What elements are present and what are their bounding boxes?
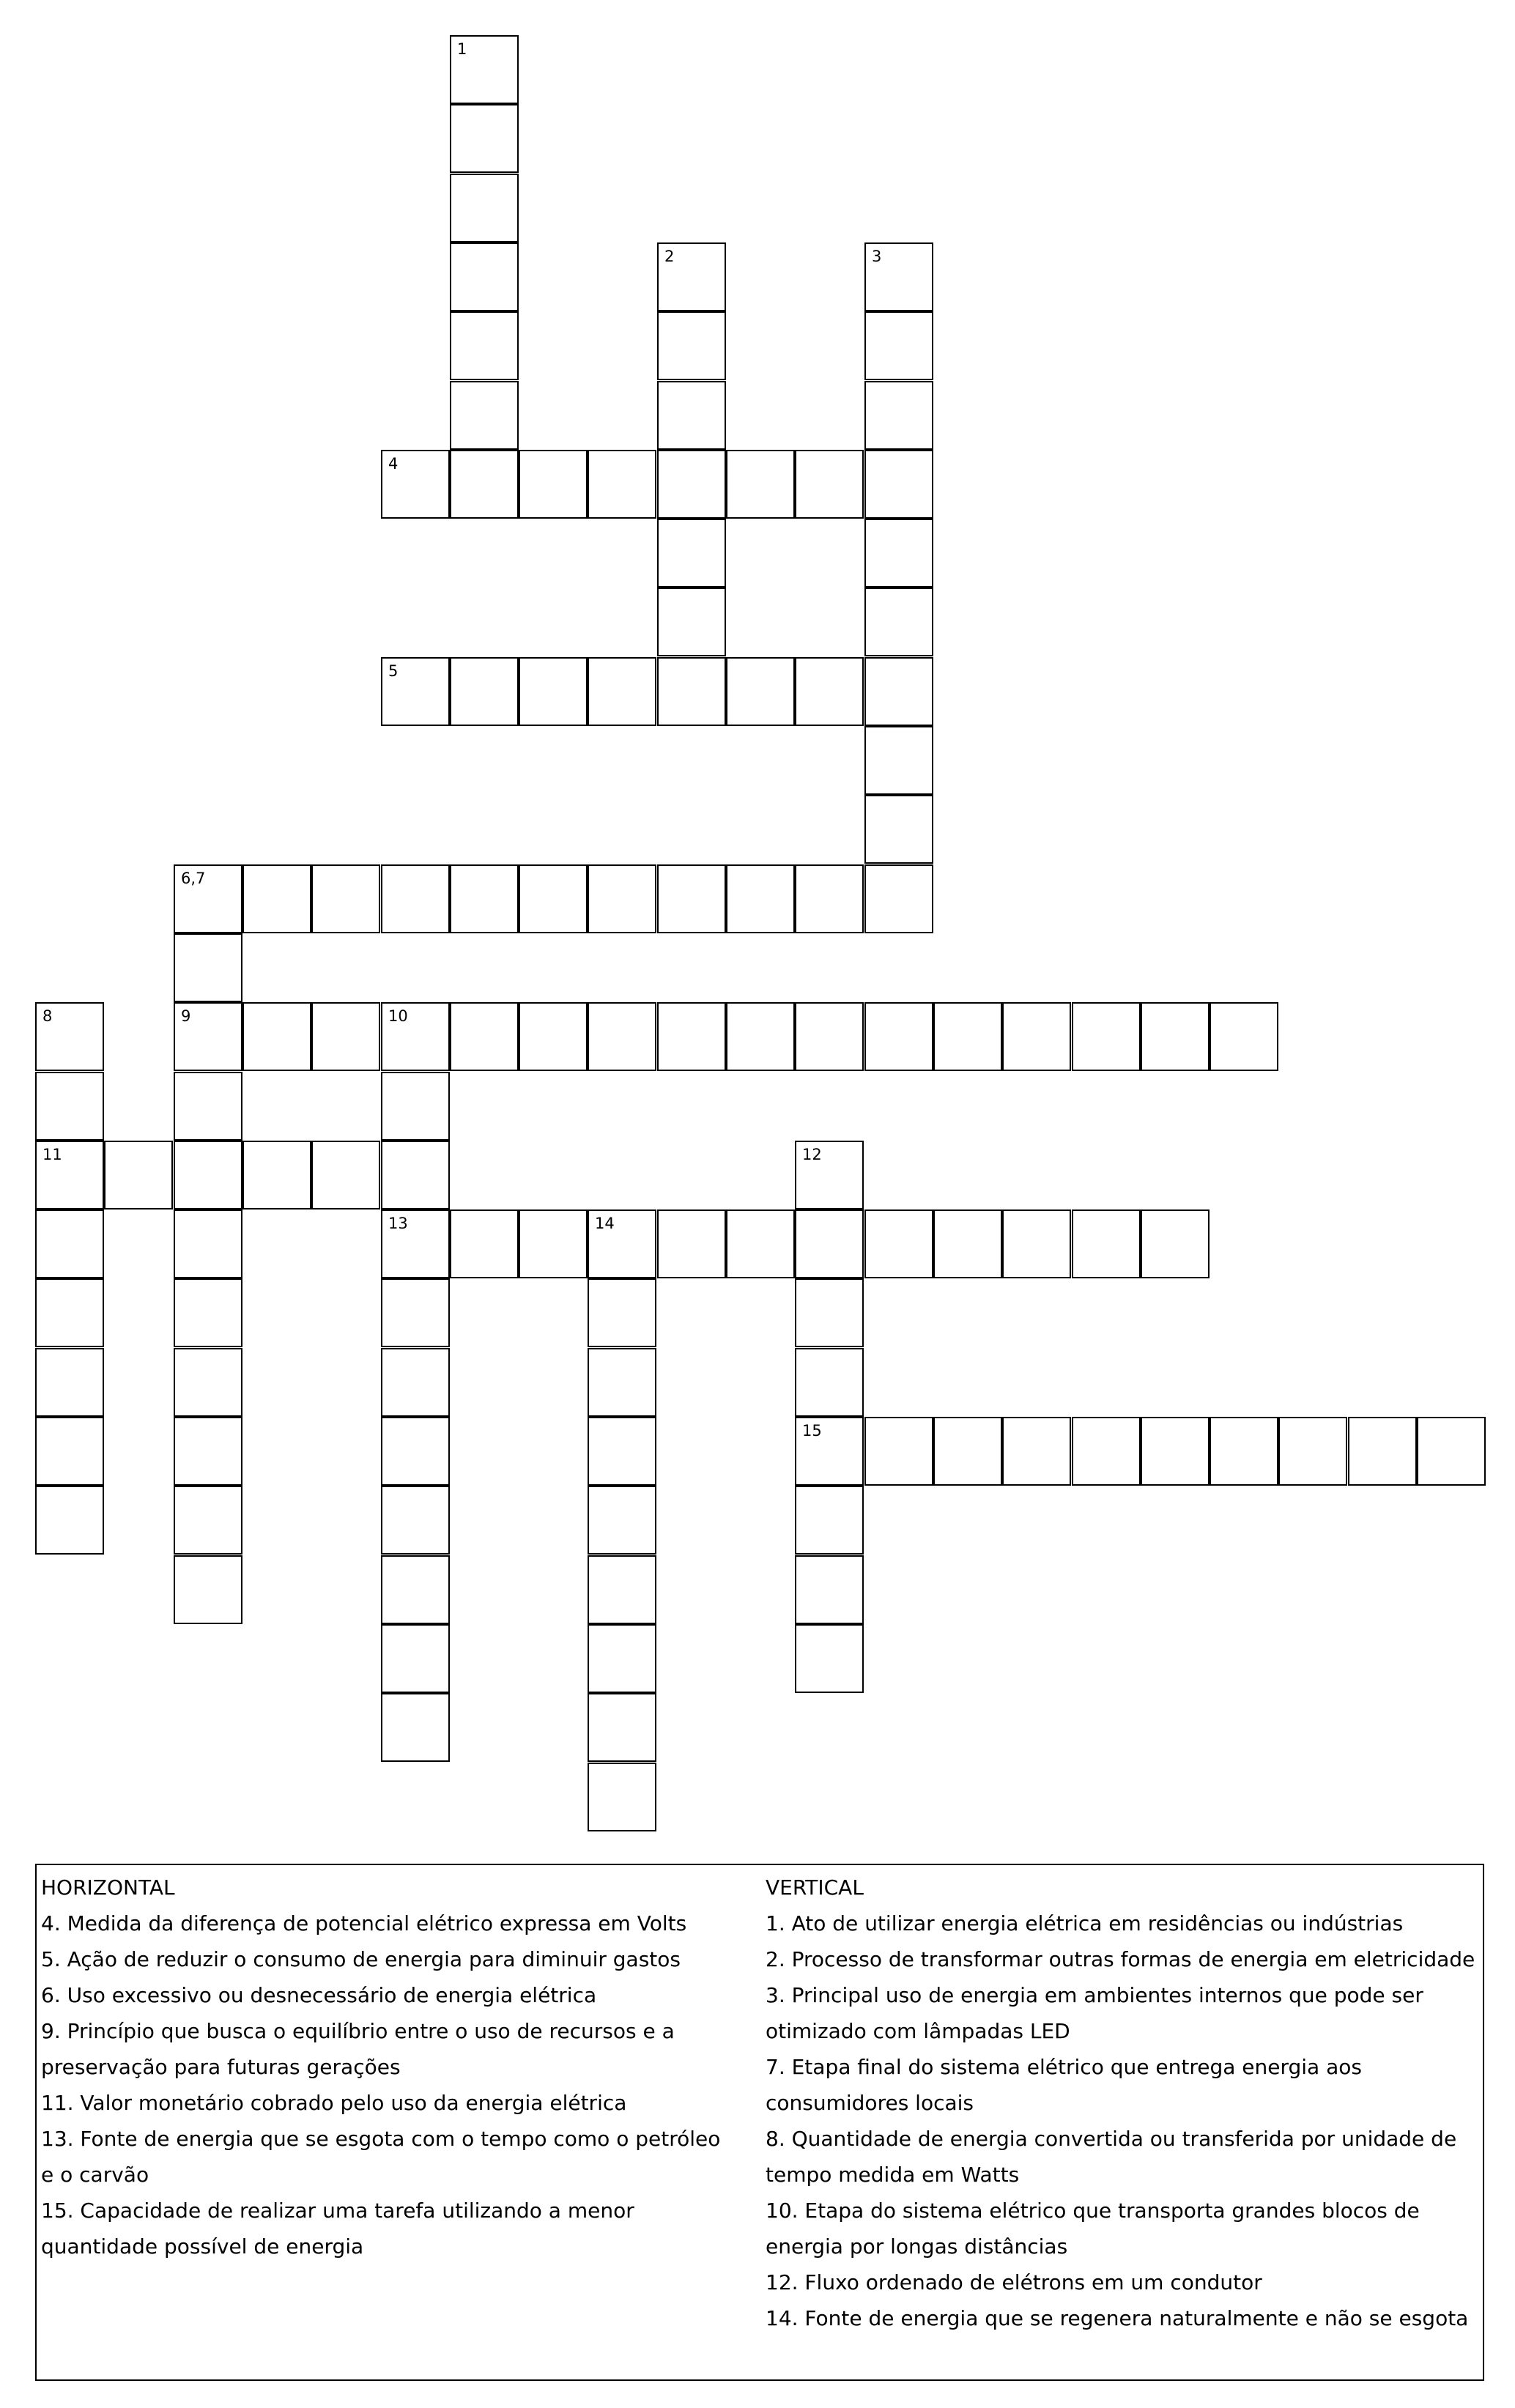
clue-number: 11	[42, 1146, 62, 1163]
clue-h-5: 5. Ação de reduzir o consumo de energia para diminuir gastos	[41, 1947, 681, 1971]
grid-cell[interactable]	[174, 933, 242, 1002]
grid-cell[interactable]	[864, 588, 933, 656]
clues-box	[35, 1864, 1484, 2381]
grid-cell[interactable]	[588, 1693, 656, 1762]
grid-cell[interactable]	[795, 864, 864, 933]
grid-cell[interactable]	[1072, 1002, 1141, 1071]
grid-cell[interactable]	[864, 381, 933, 450]
grid-cell[interactable]	[35, 1348, 104, 1417]
grid-cell[interactable]	[450, 381, 519, 450]
grid-cell[interactable]	[519, 1002, 588, 1071]
grid-cell[interactable]	[588, 1763, 656, 1831]
grid-cell[interactable]	[588, 1486, 656, 1555]
grid-cell[interactable]	[864, 726, 933, 795]
grid-cell[interactable]	[1002, 1209, 1071, 1278]
grid-cell[interactable]	[381, 1555, 450, 1624]
grid-cell[interactable]	[933, 1417, 1002, 1486]
clue-number: 6,7	[181, 870, 206, 887]
grid-cell[interactable]	[104, 1141, 173, 1209]
grid-cell[interactable]	[588, 1002, 656, 1071]
grid-cell[interactable]	[657, 311, 726, 380]
grid-cell[interactable]	[381, 657, 450, 726]
grid-cell[interactable]	[795, 1002, 864, 1071]
grid-cell[interactable]	[933, 1209, 1002, 1278]
grid-cell[interactable]	[588, 1417, 656, 1486]
grid-cell[interactable]	[864, 795, 933, 864]
grid-cell[interactable]	[657, 1002, 726, 1071]
grid-cell[interactable]	[381, 1002, 450, 1071]
grid-cell[interactable]	[311, 864, 380, 933]
grid-cell[interactable]	[450, 311, 519, 380]
grid-cell[interactable]	[381, 1693, 450, 1762]
grid-cell[interactable]	[519, 657, 588, 726]
grid-cell[interactable]	[450, 242, 519, 311]
grid-cell[interactable]	[795, 1278, 864, 1347]
grid-cell[interactable]	[450, 174, 519, 242]
clue-v-10: 10. Etapa do sistema elétrico que transporta grandes blocos de energia por longas distâncias	[766, 2198, 1420, 2259]
grid-cell[interactable]	[1141, 1417, 1210, 1486]
grid-cell[interactable]	[864, 311, 933, 380]
grid-cell[interactable]	[657, 657, 726, 726]
clue-number: 12	[802, 1146, 822, 1163]
grid-cell[interactable]	[1072, 1209, 1141, 1278]
vertical-clues	[766, 1870, 1476, 2336]
grid-cell[interactable]	[242, 1141, 311, 1209]
grid-cell[interactable]	[1348, 1417, 1417, 1486]
grid-cell[interactable]	[795, 1555, 864, 1624]
grid-cell[interactable]	[1278, 1417, 1347, 1486]
grid-cell[interactable]	[864, 1002, 933, 1071]
grid-cell[interactable]	[588, 1209, 656, 1278]
grid-cell[interactable]	[588, 657, 656, 726]
grid-cell[interactable]	[1141, 1209, 1210, 1278]
clue-h-13: 13. Fonte de energia que se esgota com o tempo como o petróleo e o carvão	[41, 2127, 721, 2187]
grid-cell[interactable]	[864, 450, 933, 519]
grid-cell[interactable]	[1002, 1002, 1071, 1071]
grid-cell[interactable]	[450, 104, 519, 173]
grid-cell[interactable]	[35, 1141, 104, 1209]
grid-cell[interactable]	[174, 1209, 242, 1278]
grid-cell[interactable]	[588, 1278, 656, 1347]
grid-cell[interactable]	[657, 242, 726, 311]
grid-cell[interactable]	[1002, 1417, 1071, 1486]
vertical-heading: VERTICAL	[766, 1875, 864, 1900]
clue-v-12: 12. Fluxo ordenado de elétrons em um condutor	[766, 2270, 1262, 2294]
grid-cell[interactable]	[450, 450, 519, 519]
grid-cell[interactable]	[657, 519, 726, 588]
grid-cell[interactable]	[795, 1417, 864, 1486]
grid-cell[interactable]	[726, 864, 795, 933]
grid-cell[interactable]	[1417, 1417, 1486, 1486]
clue-number: 14	[595, 1215, 615, 1232]
grid-cell[interactable]	[588, 864, 656, 933]
grid-cell[interactable]	[174, 1555, 242, 1624]
grid-cell[interactable]	[174, 1278, 242, 1347]
grid-cell[interactable]	[174, 1486, 242, 1555]
clue-v-14: 14. Fonte de energia que se regenera naturalmente e não se esgota	[766, 2306, 1469, 2330]
clue-number: 8	[42, 1007, 53, 1025]
grid-cell[interactable]	[588, 1555, 656, 1624]
grid-cell[interactable]	[381, 1348, 450, 1417]
grid-cell[interactable]	[657, 1209, 726, 1278]
grid-cell[interactable]	[35, 1417, 104, 1486]
clue-number: 13	[388, 1215, 408, 1232]
grid-cell[interactable]	[726, 450, 795, 519]
clue-h-6: 6. Uso excessivo ou desnecessário de energia elétrica	[41, 1983, 597, 2007]
grid-cell[interactable]	[864, 1209, 933, 1278]
clue-v-8: 8. Quantidade de energia convertida ou transferida por unidade de tempo medida em Watts	[766, 2127, 1457, 2187]
clue-number: 1	[457, 40, 467, 58]
grid-cell[interactable]	[1210, 1002, 1278, 1071]
grid-cell[interactable]	[726, 1209, 795, 1278]
grid-cell[interactable]	[1210, 1417, 1278, 1486]
grid-cell[interactable]	[864, 242, 933, 311]
clue-h-15: 15. Capacidade de realizar uma tarefa utilizando a menor quantidade possível de energia	[41, 2198, 634, 2259]
grid-cell[interactable]	[795, 657, 864, 726]
grid-cell[interactable]	[381, 1278, 450, 1347]
grid-cell[interactable]	[381, 450, 450, 519]
grid-cell[interactable]	[519, 1209, 588, 1278]
grid-cell[interactable]	[657, 588, 726, 656]
clue-number: 10	[388, 1007, 408, 1025]
grid-cell[interactable]	[1141, 1002, 1210, 1071]
grid-cell[interactable]	[35, 1209, 104, 1278]
grid-cell[interactable]	[795, 1624, 864, 1693]
grid-cell[interactable]	[174, 1348, 242, 1417]
grid-cell[interactable]	[381, 1624, 450, 1693]
grid-cell[interactable]	[381, 1417, 450, 1486]
clue-v-1: 1. Ato de utilizar energia elétrica em residências ou indústrias	[766, 1911, 1404, 1935]
grid-cell[interactable]	[174, 1141, 242, 1209]
grid-cell[interactable]	[381, 864, 450, 933]
grid-cell[interactable]	[450, 864, 519, 933]
grid-cell[interactable]	[795, 1141, 864, 1209]
grid-cell[interactable]	[381, 1072, 450, 1141]
grid-cell[interactable]	[588, 450, 656, 519]
grid-cell[interactable]	[864, 1417, 933, 1486]
grid-cell[interactable]	[450, 35, 519, 104]
grid-cell[interactable]	[795, 1348, 864, 1417]
grid-cell[interactable]	[311, 1002, 380, 1071]
grid-cell[interactable]	[588, 1348, 656, 1417]
grid-cell[interactable]	[381, 1209, 450, 1278]
grid-cell[interactable]	[174, 1072, 242, 1141]
grid-cell[interactable]	[311, 1141, 380, 1209]
grid-cell[interactable]	[1072, 1417, 1141, 1486]
grid-cell[interactable]	[657, 381, 726, 450]
grid-cell[interactable]	[933, 1002, 1002, 1071]
clue-h-4: 4. Medida da diferença de potencial elétrico expressa em Volts	[41, 1911, 687, 1935]
grid-cell[interactable]	[795, 450, 864, 519]
grid-cell[interactable]	[242, 864, 311, 933]
clue-v-3: 3. Principal uso de energia em ambientes internos que pode ser otimizado com lâmpadas LED	[766, 1983, 1423, 2043]
grid-cell[interactable]	[519, 864, 588, 933]
grid-cell[interactable]	[864, 864, 933, 933]
grid-cell[interactable]	[864, 519, 933, 588]
grid-cell[interactable]	[35, 1278, 104, 1347]
grid-cell[interactable]	[726, 657, 795, 726]
clue-number: 3	[872, 248, 882, 265]
grid-cell[interactable]	[35, 1002, 104, 1071]
grid-cell[interactable]	[381, 1141, 450, 1209]
grid-cell[interactable]	[726, 1002, 795, 1071]
clue-number: 4	[388, 455, 399, 473]
grid-cell[interactable]	[864, 657, 933, 726]
grid-cell[interactable]	[35, 1072, 104, 1141]
grid-cell[interactable]	[381, 1486, 450, 1555]
grid-cell[interactable]	[450, 1002, 519, 1071]
clue-number: 2	[664, 248, 675, 265]
grid-cell[interactable]	[174, 1002, 242, 1071]
grid-cell[interactable]	[242, 1002, 311, 1071]
clue-h-9: 9. Princípio que busca o equilíbrio entre o uso de recursos e a preservação para futuras gerações	[41, 2019, 675, 2079]
grid-cell[interactable]	[174, 864, 242, 933]
grid-cell[interactable]	[795, 1209, 864, 1278]
grid-cell[interactable]	[35, 1486, 104, 1555]
horizontal-heading: HORIZONTAL	[41, 1875, 175, 1900]
clue-v-2: 2. Processo de transformar outras formas de energia em eletricidade	[766, 1947, 1475, 1971]
grid-cell[interactable]	[450, 1209, 519, 1278]
horizontal-clues	[41, 1870, 737, 2264]
grid-cell[interactable]	[174, 1417, 242, 1486]
clue-h-11: 11. Valor monetário cobrado pelo uso da energia elétrica	[41, 2091, 627, 2115]
clue-number: 15	[802, 1422, 822, 1440]
grid-cell[interactable]	[450, 657, 519, 726]
grid-cell[interactable]	[795, 1486, 864, 1555]
grid-cell[interactable]	[519, 450, 588, 519]
grid-cell[interactable]	[588, 1624, 656, 1693]
clue-v-7: 7. Etapa final do sistema elétrico que entrega energia aos consumidores locais	[766, 2055, 1362, 2115]
grid-cell[interactable]	[657, 864, 726, 933]
clue-number: 9	[181, 1007, 191, 1025]
clue-number: 5	[388, 662, 399, 680]
grid-cell[interactable]	[657, 450, 726, 519]
